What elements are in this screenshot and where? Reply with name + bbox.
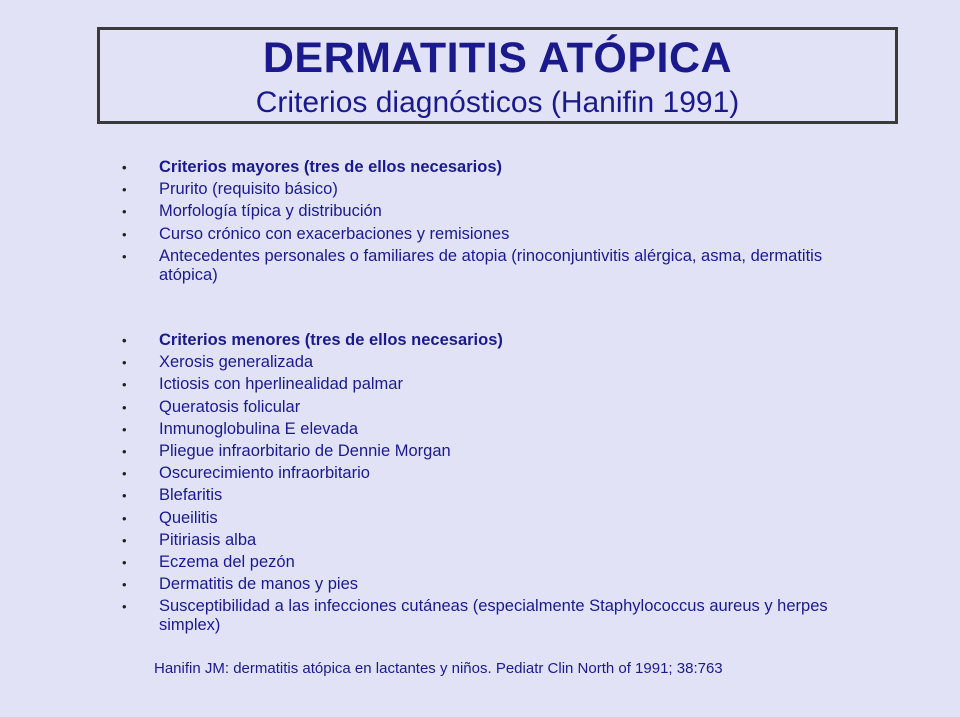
title-box bbox=[97, 27, 898, 124]
list-item: • Pliegue infraorbitario de Dennie Morgan bbox=[122, 442, 862, 461]
major-criteria-list bbox=[122, 158, 842, 288]
list-item: • Dermatitis de manos y pies bbox=[122, 575, 862, 594]
list-item: • Xerosis generalizada bbox=[122, 353, 862, 372]
list-item: • Susceptibilidad a las infecciones cutáneas (especialmente Staphylococcus aureus y herpes simplex) bbox=[122, 597, 862, 635]
list-item: • Ictiosis con hperlinealidad palmar bbox=[122, 375, 862, 394]
list-item: • Queilitis bbox=[122, 509, 862, 528]
list-item: • Inmunoglobulina E elevada bbox=[122, 420, 862, 439]
list-item: • Eczema del pezón bbox=[122, 553, 862, 572]
major-criteria-heading: • Criterios mayores (tres de ellos necesarios) bbox=[122, 158, 842, 177]
list-item: • Antecedentes personales o familiares de atopia (rinoconjuntivitis alérgica, asma, dermatitis atópica) bbox=[122, 247, 842, 285]
minor-criteria-list bbox=[122, 331, 862, 638]
page-title: DERMATITIS ATÓPICA bbox=[262, 34, 733, 82]
page-subtitle: Criterios diagnósticos (Hanifin 1991) bbox=[255, 86, 740, 119]
list-item: • Morfología típica y distribución bbox=[122, 202, 842, 221]
list-item: • Oscurecimiento infraorbitario bbox=[122, 464, 862, 483]
list-item: • Curso crónico con exacerbaciones y remisiones bbox=[122, 225, 842, 244]
reference-citation: Hanifin JM: dermatitis atópica en lactantes y niños. Pediatr Clin North of 1991; 38:763 bbox=[154, 660, 723, 677]
list-item: • Queratosis folicular bbox=[122, 398, 862, 417]
minor-criteria-heading: • Criterios menores (tres de ellos necesarios) bbox=[122, 331, 862, 350]
list-item: • Prurito (requisito básico) bbox=[122, 180, 842, 199]
list-item: • Blefaritis bbox=[122, 486, 862, 505]
list-item: • Pitiriasis alba bbox=[122, 531, 862, 550]
